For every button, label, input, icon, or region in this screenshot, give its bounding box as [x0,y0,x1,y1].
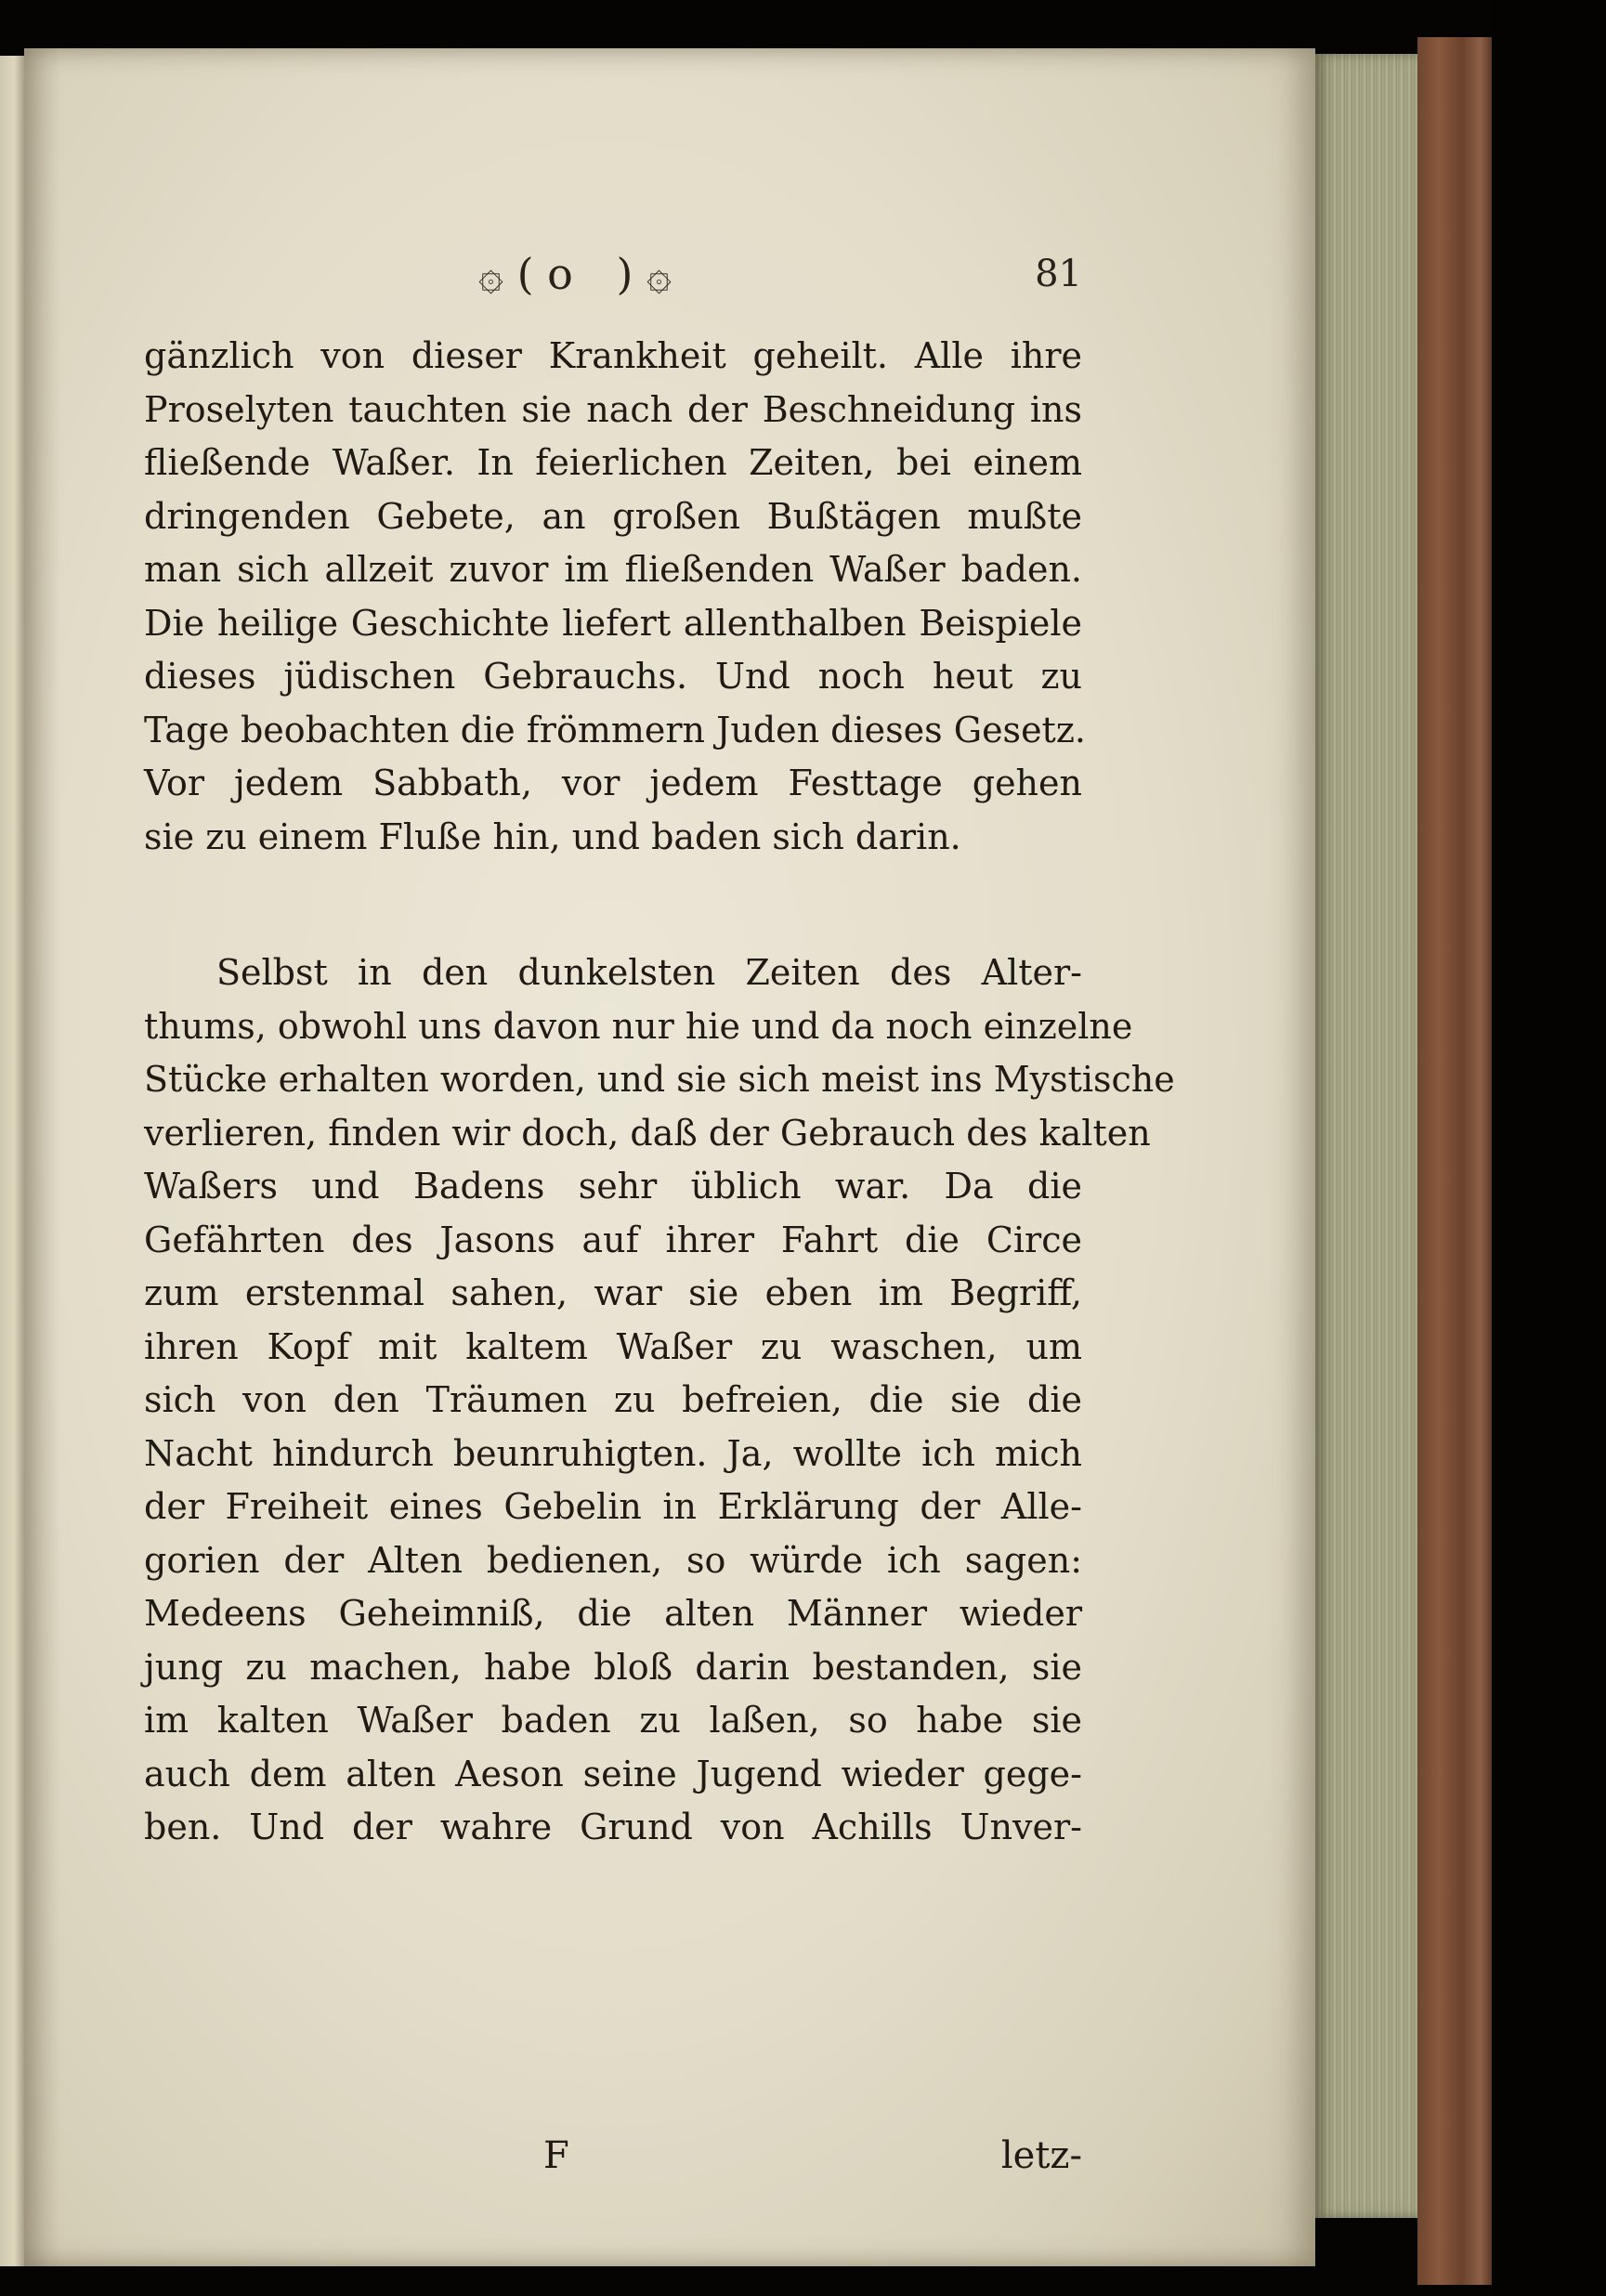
text-line: fließende Waßer. In feierlichen Zeiten, bei einem [144,442,1082,483]
text-line: sie zu einem Fluße hin, und baden sich darin. [144,815,961,857]
catchword: letz- [1000,2134,1082,2177]
text-line: dieses jüdischen Gebrauchs. Und noch heut zu [144,656,1082,697]
scan-background [1492,0,1606,2296]
text-line: dringenden Gebete, an großen Bußtägen mußte [144,495,1082,537]
text-line: thums, obwohl uns davon nur hie und da noch einzelne [144,1005,1133,1047]
text-line: gorien der Alten bedienen, so würde ich sagen: [144,1539,1082,1581]
leather-cover [1417,37,1492,2285]
running-header [144,249,1082,305]
flower-ornament-icon: ۞ [478,249,503,299]
text-line: ihren Kopf mit kaltem Waßer zu waschen, um [144,1325,1082,1367]
text-line: der Freiheit eines Gebelin in Erklärung der Alle- [144,1486,1082,1527]
binding-gutter [24,48,61,2266]
page-edges [1315,54,1417,2218]
text-line: sich von den Träumen zu befreien, die sie die [144,1379,1082,1420]
flower-ornament-icon: ۞ [646,249,672,299]
text-line: Waßers und Badens sehr üblich war. Da die [144,1166,1082,1207]
header-ornaments [478,249,672,299]
text-line: Medeens Geheimniß, die alten Männer wieder [144,1593,1082,1634]
text-line: Proselyten tauchten sie nach der Beschneidung ins [144,388,1082,430]
page-number: 81 [1035,253,1082,295]
text-line: zum erstenmal sahen, war sie eben im Begriff, [144,1272,1082,1313]
text-line: im kalten Waßer baden zu laßen, so habe sie [144,1700,1082,1741]
page-footer [144,2134,1082,2190]
paragraph [144,330,1086,864]
text-line: Die heilige Geschichte liefert allenthalben Beispiele [144,602,1082,644]
text-line: Tage beobachten die frömmern Juden dieses Gesetz. [144,709,1086,750]
text-line: auch dem alten Aeson seine Jugend wieder gege- [144,1753,1082,1794]
header-center-ornament: ( o ) [516,249,633,299]
text-line: verlieren, finden wir doch, daß der Gebrauch des kalten [144,1112,1151,1154]
text-line: ben. Und der wahre Grund von Achills Unver- [144,1807,1082,1847]
text-line: Stücke erhalten worden, und sie sich meist ins Mystische [144,1059,1175,1100]
text-line: man sich allzeit zuvor im fließenden Waßer baden. [144,549,1082,590]
text-line: jung zu machen, habe bloß darin bestanden, sie [144,1646,1082,1688]
facing-page-edge [0,56,24,2266]
text-line: Selbst in den dunkelsten Zeiten des Alter- [216,952,1082,993]
text-line: Vor jedem Sabbath, vor jedem Festtage gehen [144,763,1082,803]
text-line: gänzlich von dieser Krankheit geheilt. Alle ihre [144,335,1082,376]
text-line: Nacht hindurch beunruhigten. Ja, wollte ich mich [144,1432,1082,1474]
paragraph [144,946,1175,1855]
text-line: Gefährten des Jasons auf ihrer Fahrt die Circe [144,1219,1082,1260]
signature-mark: F [543,2134,569,2177]
